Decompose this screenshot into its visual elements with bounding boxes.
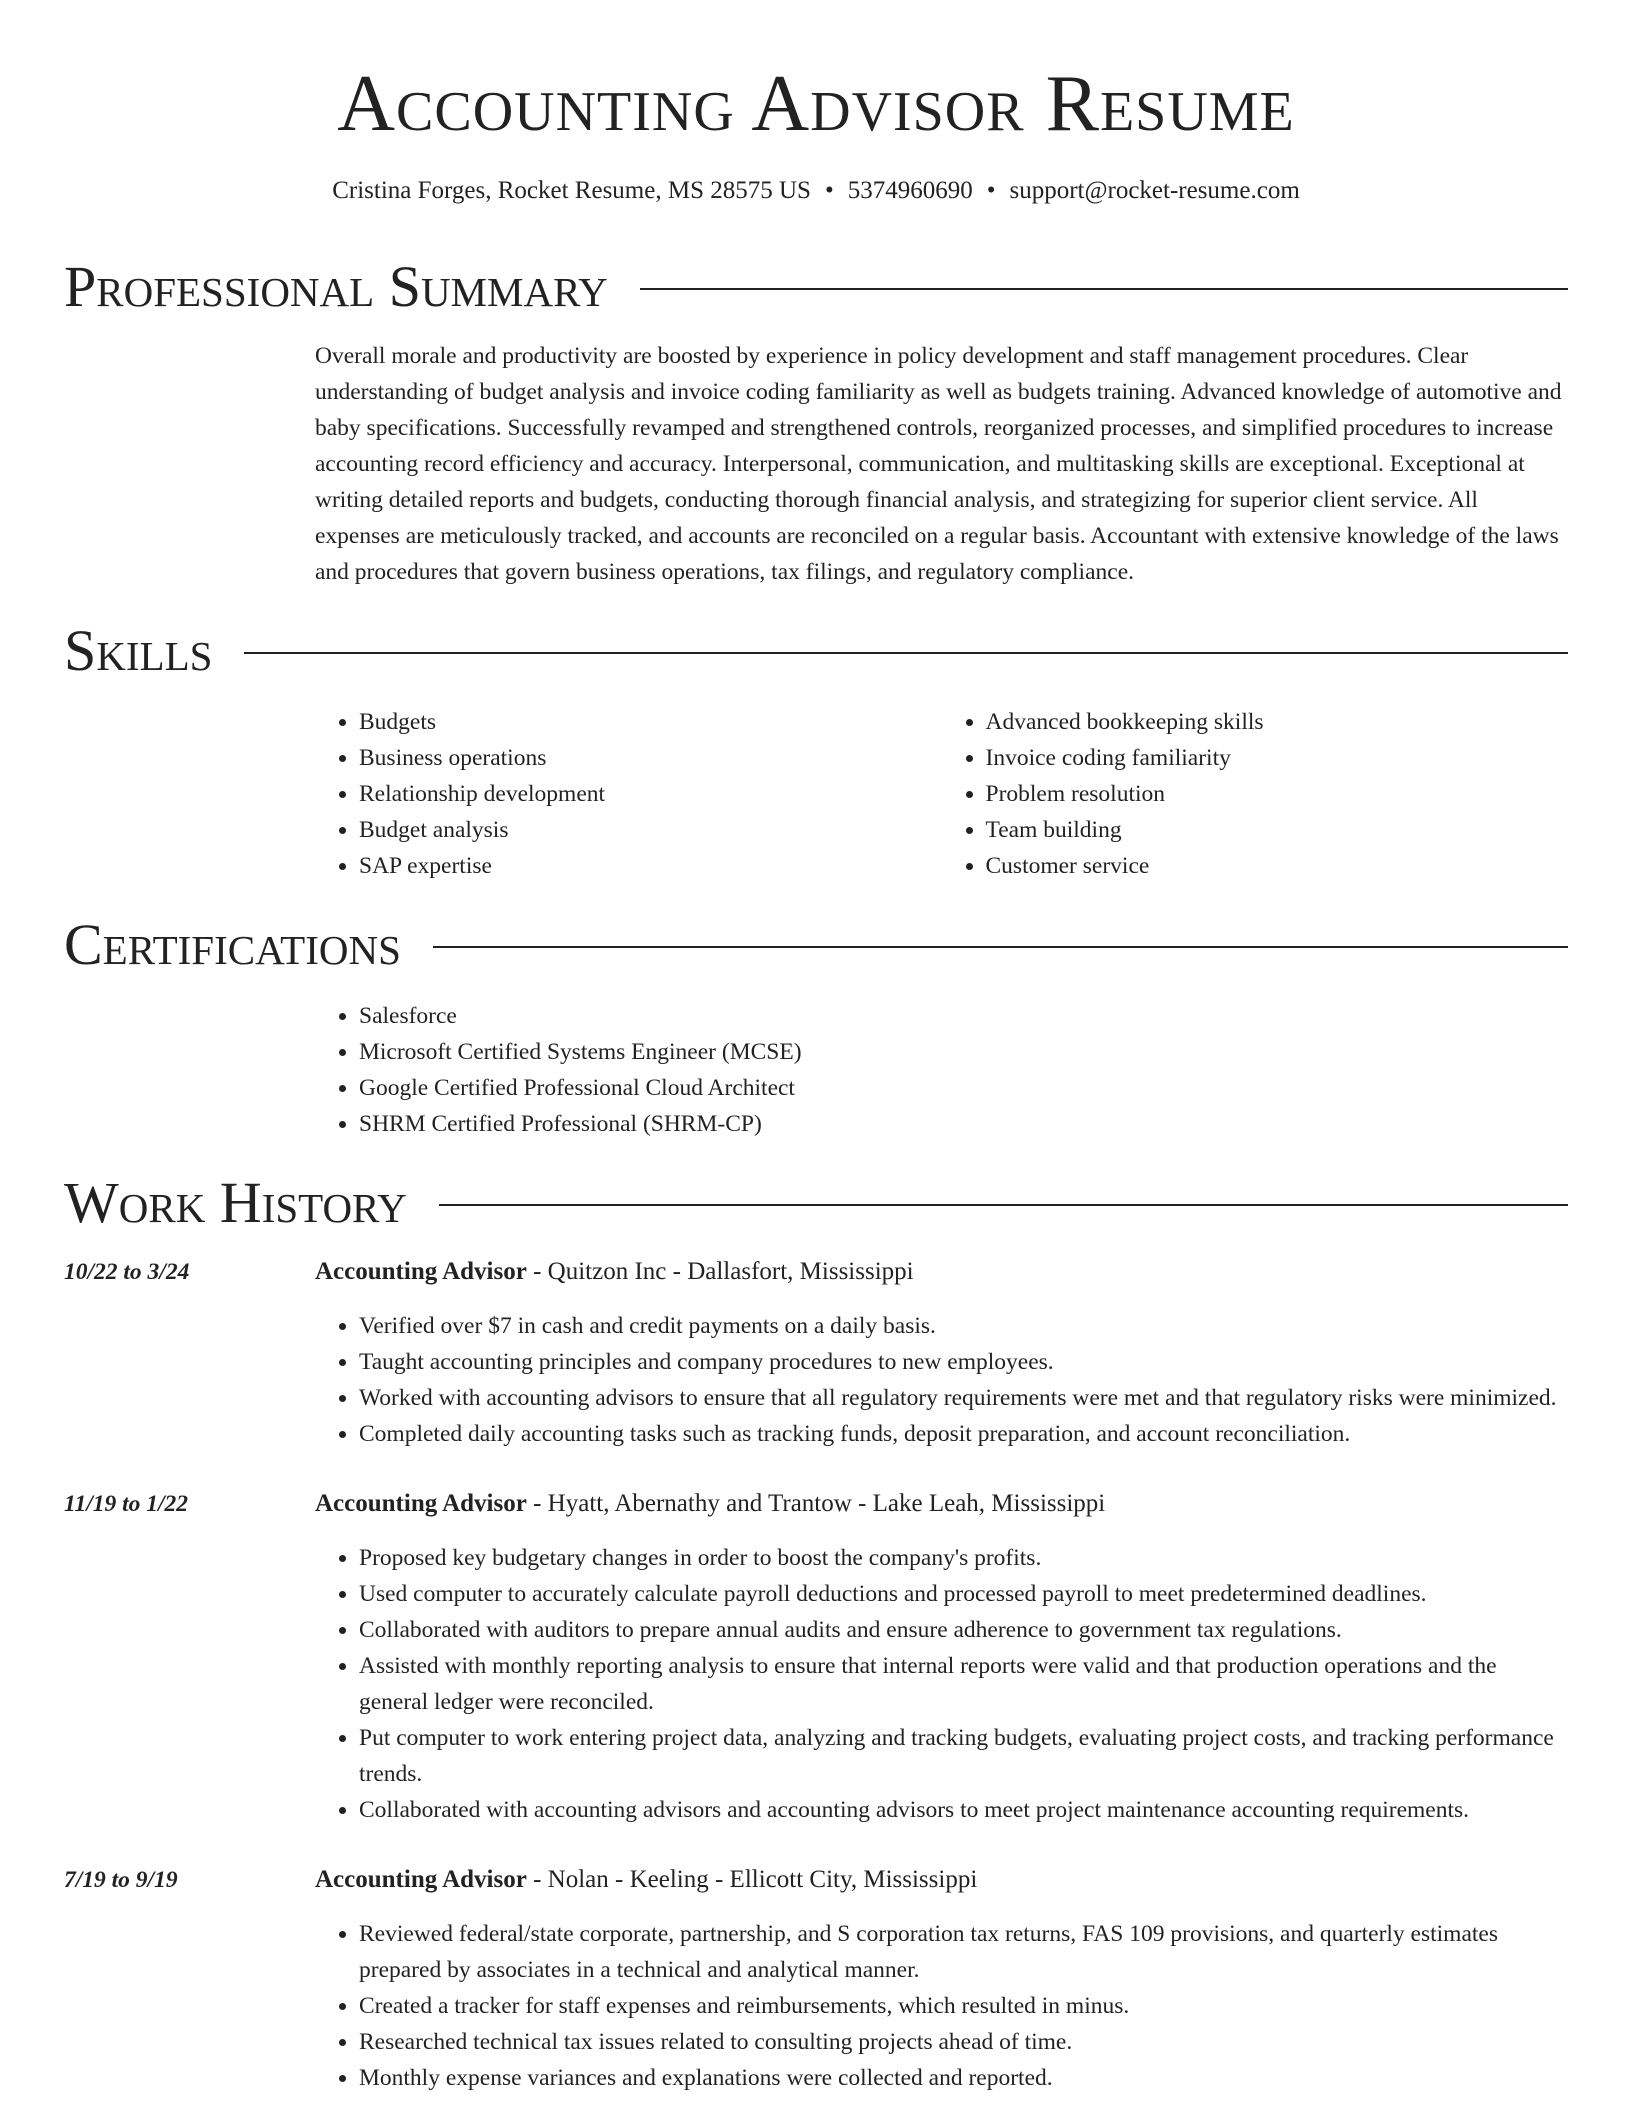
certifications-section	[64, 912, 1568, 1142]
job-headline	[315, 1254, 1568, 1290]
work-history-heading	[64, 1170, 1568, 1235]
job-bullet: • Completed daily accounting tasks such as tracking funds, deposit preparation, and account reconciliation.	[359, 1416, 1568, 1452]
skill-item: • Problem resolution	[986, 776, 1569, 812]
job-employer: - Hyatt, Abernathy and Trantow - Lake Leah, Mississippi	[526, 1490, 1106, 1517]
job-bullets	[315, 1540, 1568, 1828]
contact-separator: •	[824, 177, 834, 204]
certifications-content	[315, 998, 1568, 1142]
skills-list-left	[315, 704, 942, 884]
skills-heading-text: Skills	[64, 618, 213, 683]
certification-item: • Salesforce	[359, 998, 1568, 1034]
skill-item: • Relationship development	[359, 776, 942, 812]
skill-item: • Business operations	[359, 740, 942, 776]
skill-item: • Customer service	[986, 848, 1569, 884]
section-divider	[244, 652, 1568, 654]
section-divider	[433, 946, 1568, 948]
job-employer: - Quitzon Inc - Dallasfort, Mississippi	[526, 1258, 914, 1285]
job-dates: 11/19 to 1/22	[64, 1491, 189, 1517]
skills-heading	[64, 618, 1568, 683]
job-body	[315, 1486, 1568, 1828]
job-bullets	[315, 1916, 1568, 2096]
contact-line	[64, 176, 1568, 206]
job-body	[315, 1254, 1568, 1452]
certifications-list	[315, 998, 1568, 1142]
certification-item: • Microsoft Certified Systems Engineer (MCSE)	[359, 1034, 1568, 1070]
job-bullet: • Worked with accounting advisors to ensure that all regulatory requirements were met and that regulatory risks were minimized.	[359, 1380, 1568, 1416]
job-body	[315, 1862, 1568, 2096]
skill-item: • Budgets	[359, 704, 942, 740]
skills-section	[64, 618, 1568, 884]
resume-page	[64, 0, 1568, 2096]
resume-title: Accounting Advisor Resume	[337, 60, 1295, 148]
job-dates: 10/22 to 3/24	[64, 1259, 190, 1285]
contact-separator: •	[986, 177, 996, 204]
summary-section	[64, 254, 1568, 590]
job-bullets	[315, 1308, 1568, 1452]
job-bullet: • Proposed key budgetary changes in order to boost the company's profits.	[359, 1540, 1568, 1576]
job-bullet: • Reviewed federal/state corporate, partnership, and S corporation tax returns, FAS 109 provisions, and quarterly estimates prepared by associates in a technical and analytical manner.	[359, 1916, 1568, 1988]
job-bullet: • Collaborated with auditors to prepare annual audits and ensure adherence to government tax regulations.	[359, 1612, 1568, 1648]
work-history-heading-text: Work History	[64, 1170, 407, 1235]
job-bullet: • Monthly expense variances and explanations were collected and reported.	[359, 2060, 1568, 2096]
job-title: Accounting Advisor	[315, 1258, 527, 1285]
job-bullet: • Assisted with monthly reporting analysis to ensure that internal reports were valid and that production operations and the general ledger were reconciled.	[359, 1648, 1568, 1720]
skills-content	[315, 704, 1568, 884]
job-title: Accounting Advisor	[315, 1866, 527, 1893]
summary-heading	[64, 254, 1568, 319]
job-bullet: • Taught accounting principles and company procedures to new employees.	[359, 1344, 1568, 1380]
job-entry	[64, 1862, 1568, 2096]
contact-address: Cristina Forges, Rocket Resume, MS 28575 US	[332, 177, 811, 204]
job-entry	[64, 1486, 1568, 1828]
job-employer: - Nolan - Keeling - Ellicott City, Mississippi	[526, 1866, 978, 1893]
certifications-heading-text: Certifications	[64, 912, 401, 977]
job-dates: 7/19 to 9/19	[64, 1867, 178, 1893]
section-divider	[439, 1204, 1568, 1206]
summary-content	[315, 338, 1568, 590]
summary-heading-text: Professional Summary	[64, 254, 608, 319]
job-bullet: • Created a tracker for staff expenses and reimbursements, which resulted in minus.	[359, 1988, 1568, 2024]
certifications-heading	[64, 912, 1568, 977]
summary-text: Overall morale and productivity are boosted by experience in policy development and staff management procedures. Clear understanding of budget analysis and invoice coding familiarity as well as budgets training. Advanced knowledge of automotive and baby specifications. Successfully revamped and strengthened controls, reorganized processes, and simplified procedures to increase accounting record efficiency and accuracy. Interpersonal, communication, and multitasking skills are exceptional. Exceptional at writing detailed reports and budgets, conducting thorough financial analysis, and strategizing for superior client service. All expenses are meticulously tracked, and accounts are reconciled on a regular basis. Accountant with extensive knowledge of the laws and procedures that govern business operations, tax filings, and regulatory compliance.	[315, 343, 1562, 585]
work-history-section	[64, 1170, 1568, 2096]
skills-list-right	[942, 704, 1569, 884]
job-bullet: • Put computer to work entering project data, analyzing and tracking budgets, evaluating project costs, and tracking performance trends.	[359, 1720, 1568, 1792]
job-bullet: • Verified over $7 in cash and credit payments on a daily basis.	[359, 1308, 1568, 1344]
section-divider	[640, 288, 1568, 290]
job-entry	[64, 1254, 1568, 1452]
job-headline	[315, 1862, 1568, 1898]
skill-item: • Team building	[986, 812, 1569, 848]
job-title: Accounting Advisor	[315, 1490, 527, 1517]
job-bullet: • Used computer to accurately calculate payroll deductions and processed payroll to meet predetermined deadlines.	[359, 1576, 1568, 1612]
job-bullet: • Researched technical tax issues related to consulting projects ahead of time.	[359, 2024, 1568, 2060]
skill-item: • Invoice coding familiarity	[986, 740, 1569, 776]
job-headline	[315, 1486, 1568, 1522]
job-bullet: • Collaborated with accounting advisors and accounting advisors to meet project maintenance accounting requirements.	[359, 1792, 1568, 1828]
contact-phone: 5374960690	[847, 177, 973, 204]
skill-item: • Advanced bookkeeping skills	[986, 704, 1569, 740]
certification-item: • Google Certified Professional Cloud Architect	[359, 1070, 1568, 1106]
skill-item: • Budget analysis	[359, 812, 942, 848]
contact-email: support@rocket-resume.com	[1009, 177, 1300, 204]
certification-item: • SHRM Certified Professional (SHRM-CP)	[359, 1106, 1568, 1142]
skill-item: • SAP expertise	[359, 848, 942, 884]
